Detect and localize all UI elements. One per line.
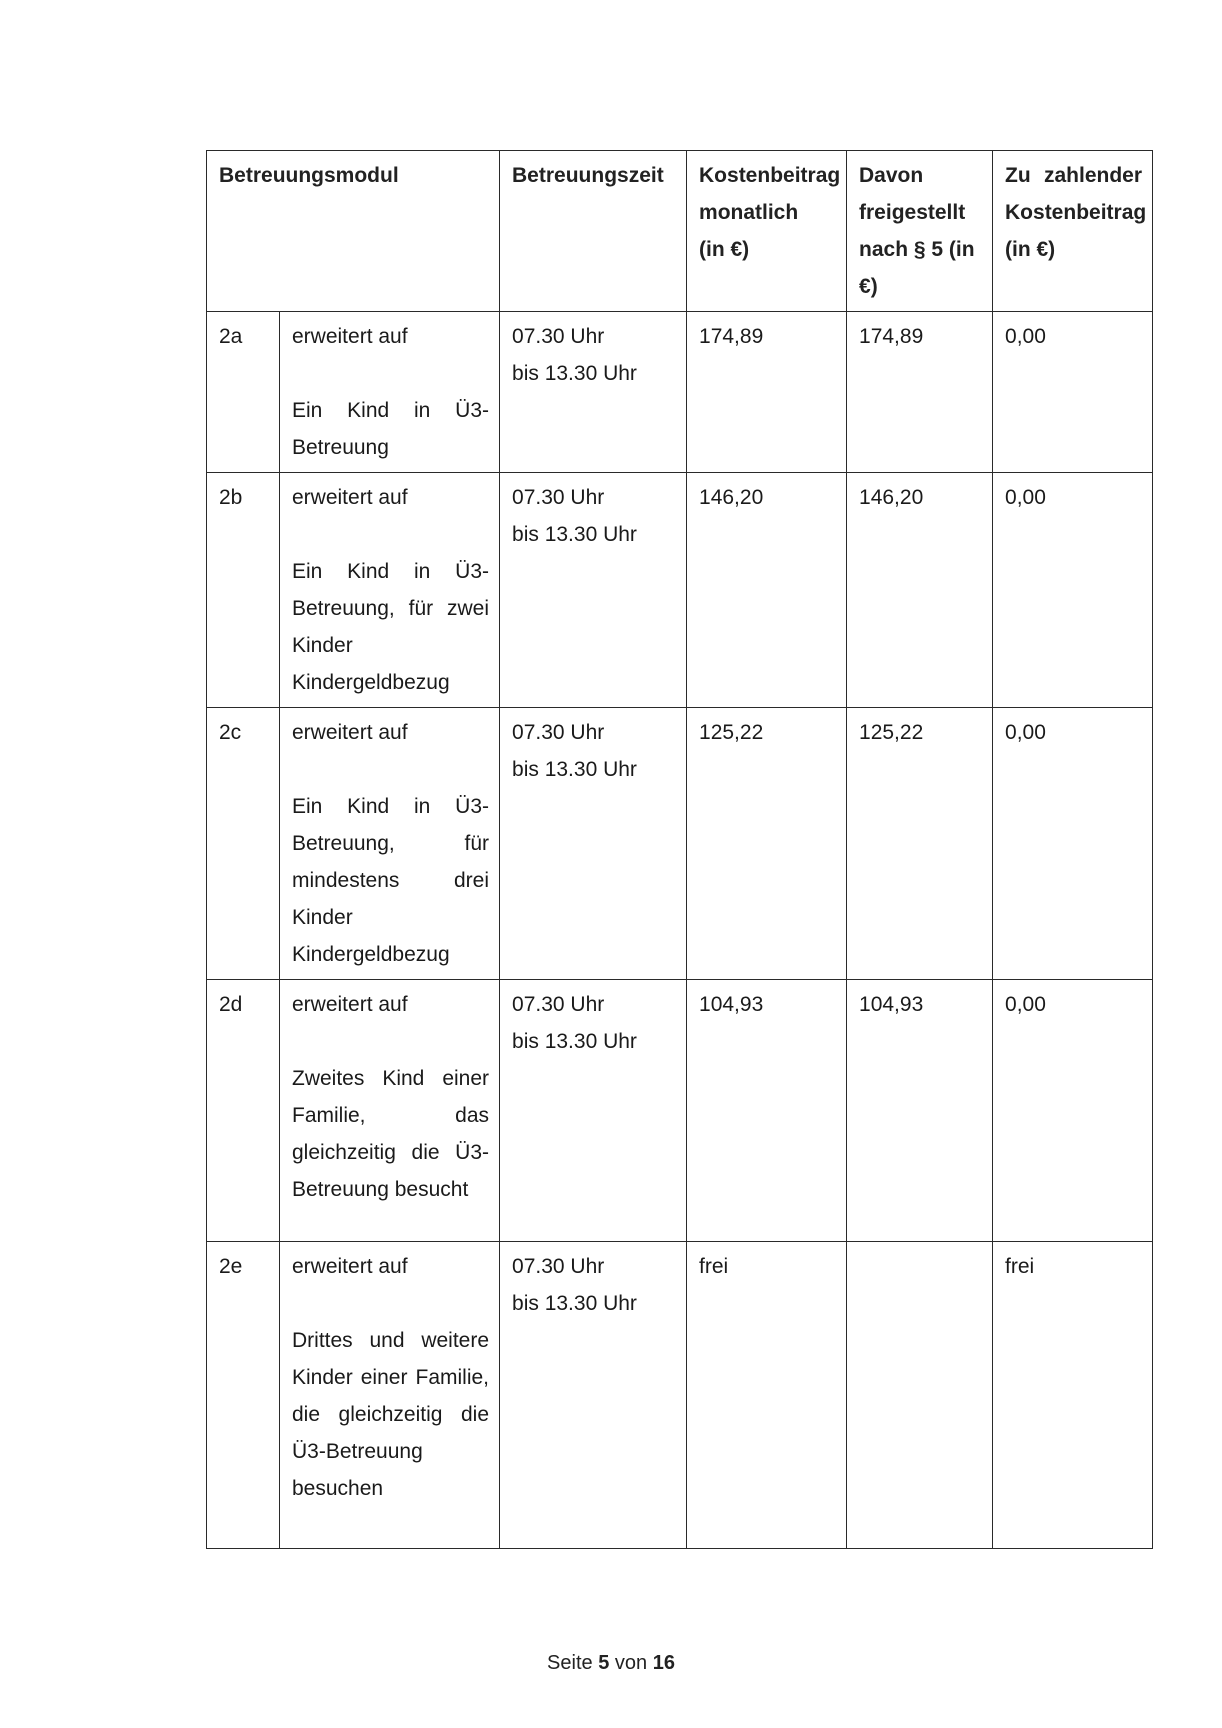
- table-row: [207, 473, 1153, 708]
- row-cost: 104,93: [687, 980, 847, 1242]
- row-time: 07.30 Uhr bis 13.30 Uhr: [500, 708, 687, 980]
- row-exempt: 174,89: [847, 312, 993, 473]
- header-row: [207, 151, 1153, 312]
- fee-table: [206, 150, 1153, 1549]
- row-description: erweitert auf Ein Kind in Ü3-Betreuung, für zwei Kinder Kindergeldbezug: [280, 473, 500, 708]
- row-time: 07.30 Uhr bis 13.30 Uhr: [500, 312, 687, 473]
- table-row: [207, 708, 1153, 980]
- page-number: Seite 5 von 16: [547, 1652, 675, 1674]
- row-payable: 0,00: [993, 312, 1153, 473]
- table-row: [207, 312, 1153, 473]
- row-code: 2b: [207, 473, 280, 708]
- table-row: [207, 1242, 1153, 1549]
- row-description: erweitert auf Drittes und weitere Kinder einer Familie, die gleichzeitig die Ü3-Betreuung besuchen: [280, 1242, 500, 1549]
- row-description: erweitert auf Ein Kind in Ü3-Betreuung: [280, 312, 500, 473]
- row-payable: 0,00: [993, 708, 1153, 980]
- row-payable: 0,00: [993, 980, 1153, 1242]
- row-exempt: 125,22: [847, 708, 993, 980]
- row-description: erweitert auf Zweites Kind einer Familie, das gleichzeitig die Ü3-Betreuung besucht: [280, 980, 500, 1242]
- row-payable: 0,00: [993, 473, 1153, 708]
- header-module: Betreuungsmodul: [207, 151, 500, 312]
- row-cost: frei: [687, 1242, 847, 1549]
- row-time: 07.30 Uhr bis 13.30 Uhr: [500, 980, 687, 1242]
- row-exempt: 104,93: [847, 980, 993, 1242]
- header-cost: Kostenbeitrag monatlich (in €): [687, 151, 847, 312]
- row-time: 07.30 Uhr bis 13.30 Uhr: [500, 1242, 687, 1549]
- table-row: [207, 980, 1153, 1242]
- row-code: 2e: [207, 1242, 280, 1549]
- header-payable: Zu zahlender Kostenbeitrag (in €): [993, 151, 1153, 312]
- row-code: 2a: [207, 312, 280, 473]
- row-cost: 146,20: [687, 473, 847, 708]
- row-cost: 174,89: [687, 312, 847, 473]
- row-time: 07.30 Uhr bis 13.30 Uhr: [500, 473, 687, 708]
- header-exempt: Davon freigestellt nach § 5 (in €): [847, 151, 993, 312]
- row-exempt: 146,20: [847, 473, 993, 708]
- row-code: 2c: [207, 708, 280, 980]
- row-cost: 125,22: [687, 708, 847, 980]
- header-time: Betreuungszeit: [500, 151, 687, 312]
- row-exempt: [847, 1242, 993, 1549]
- row-code: 2d: [207, 980, 280, 1242]
- row-payable: frei: [993, 1242, 1153, 1549]
- row-description: erweitert auf Ein Kind in Ü3-Betreuung, für mindestens drei Kinder Kindergeldbezug: [280, 708, 500, 980]
